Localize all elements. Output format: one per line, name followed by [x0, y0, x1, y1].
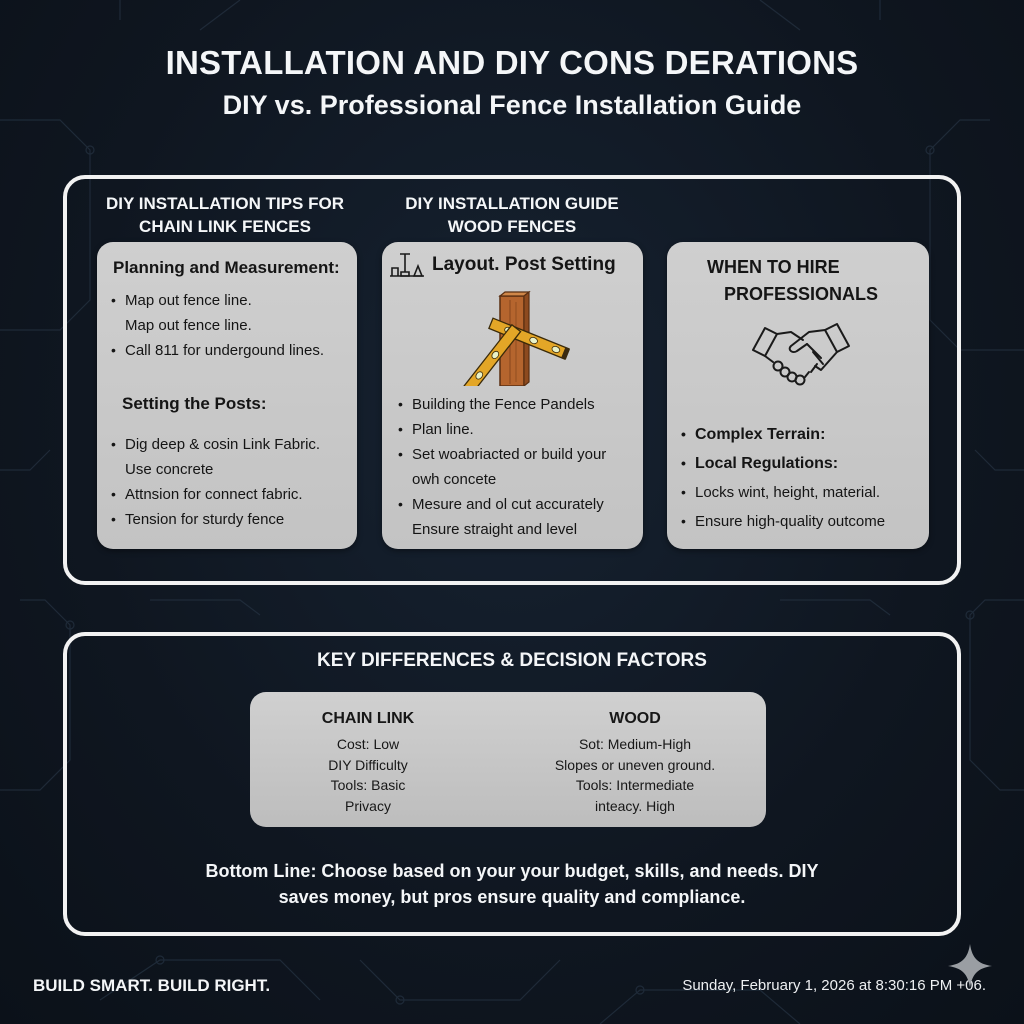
hire-heading-line1: WHEN TO HIRE	[707, 257, 840, 277]
list-item: • Locks wint, height, material.	[681, 478, 885, 507]
post-with-level-illustration	[452, 290, 582, 386]
key-differences-title: KEY DIFFERENCES & DECISION FACTORS	[317, 650, 707, 671]
list-item: • Building the Fence Pandels	[398, 392, 606, 417]
layout-post-setting-heading: Layout. Post Setting	[432, 254, 616, 275]
footer-timestamp: Sunday, February 1, 2026 at 8:30:16 PM +06.	[682, 977, 986, 994]
page-title: INSTALLATION AND DIY CONS DERATIONS	[165, 44, 859, 81]
page-subtitle: DIY vs. Professional Fence Installation Guide	[222, 90, 802, 120]
wood-column	[540, 710, 730, 816]
chain-link-heading-line2: CHAIN LINK FENCES	[139, 217, 311, 236]
comparison-card	[250, 692, 766, 827]
hire-reasons-list	[681, 420, 885, 536]
setting-posts-list	[111, 432, 320, 532]
bottom-line-text-2: saves money, but pros ensure quality and compliance.	[278, 887, 746, 907]
list-item: • Call 811 for undergound lines.	[111, 338, 324, 363]
sparkle-icon	[946, 942, 994, 990]
planning-heading: Planning and Measurement:	[113, 258, 340, 277]
chain-link-row: Privacy	[345, 797, 391, 814]
list-item: • Plan line.	[398, 417, 606, 442]
wood-row: Sot: Medium-High	[578, 736, 692, 752]
list-item: • Mesure and ol cut accurately	[398, 492, 606, 517]
list-item: • Set woabriacted or build your	[398, 442, 606, 467]
list-item: • Local Regulations:	[681, 449, 885, 478]
list-item: • Dig deep & cosin Link Fabric.	[111, 432, 320, 457]
chain-link-row: Cost: Low	[336, 736, 400, 752]
setting-posts-heading: Setting the Posts:	[122, 394, 267, 413]
wood-row: Tools: Intermediate	[575, 777, 695, 793]
hire-professionals-heading	[707, 254, 878, 308]
planning-list	[111, 288, 324, 363]
wood-heading	[362, 192, 662, 238]
wood-steps-list	[398, 392, 606, 542]
chain-link-heading	[80, 192, 370, 238]
footer-tagline: BUILD SMART. BUILD RIGHT.	[33, 976, 271, 995]
list-item: owh concete	[412, 471, 497, 488]
bottom-line-text-1: Bottom Line: Choose based on your your budget, skills, and needs. DIY	[205, 861, 819, 881]
wood-row: Slopes or uneven ground.	[554, 756, 716, 773]
chain-link-tips-card	[97, 242, 357, 549]
list-item: • Ensure high-quality outcome	[681, 507, 885, 536]
wood-heading-line2: WOOD FENCES	[447, 217, 577, 236]
list-item: • Complex Terrain:	[681, 420, 885, 449]
bottom-line-summary	[150, 858, 874, 910]
chain-link-row: Tools: Basic	[330, 777, 406, 793]
list-item: Map out fence line.	[125, 317, 252, 334]
chain-link-column	[298, 710, 438, 816]
wood-heading-line1: DIY INSTALLATION GUIDE	[405, 194, 619, 213]
wood-column-heading: WOOD	[609, 710, 661, 727]
list-item: • Attnsion for connect fabric.	[111, 482, 320, 507]
chain-link-column-heading: CHAIN LINK	[321, 710, 415, 727]
list-item: • Tension for sturdy fence	[111, 507, 320, 532]
tools-icon	[388, 250, 426, 280]
hire-heading-line2: PROFESSIONALS	[724, 284, 879, 304]
chain-link-heading-line1: DIY INSTALLATION TIPS FOR	[106, 194, 344, 213]
chain-link-row: DIY Difficulty	[328, 756, 408, 773]
wood-row: inteacy. High	[595, 797, 675, 814]
wood-guide-card	[382, 242, 643, 549]
handshake-icon	[751, 320, 851, 386]
list-item: Use concrete	[125, 461, 214, 478]
list-item: • Map out fence line.	[111, 288, 324, 313]
list-item: Ensure straight and level	[412, 521, 578, 538]
hire-professionals-card	[667, 242, 929, 549]
